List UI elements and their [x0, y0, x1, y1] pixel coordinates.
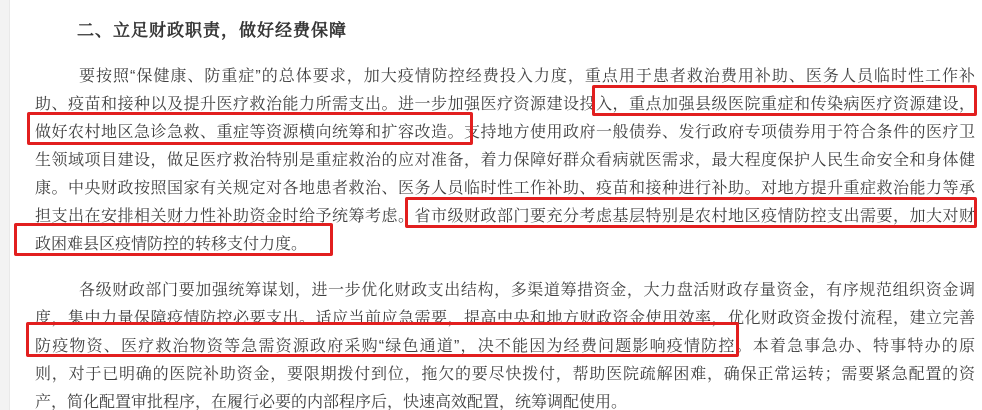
text-line: 产，简化配置审批程序，在履行必要的内部程序后，快速高效配置，统筹调配使用。	[35, 394, 628, 410]
section-heading: 二、立足财政职责，做好经费保障	[77, 21, 347, 40]
text-line: 要按照“保健康、防重症”的总体要求，加大疫情防控经费投入力度，重点用于患者救治费用补助、医务人员临时性工作补	[79, 68, 975, 85]
text-line: 则，对于已明确的医院补助资金，要限期拨付到位，拖欠的要尽快拨付，帮助医院疏解困难，确保正常运转；需要紧急配置的资	[35, 366, 975, 383]
text-line: 各级财政部门要加强统筹谋划，进一步优化财政支出结构，多渠道筹措资金，大力盘活财政存量资金，有序规范组织资金调	[79, 282, 975, 299]
text-line: 防疫物资、医疗救治物资等急需资源政府采购“绿色通道”，决不能因为经费问题影响疫情防控。本着急事急办、特事特办的原	[35, 338, 975, 355]
text-line: 政困难县区疫情防控的转移支付力度。	[35, 236, 308, 253]
text-line: 做好农村地区急诊急救、重症等资源横向统筹和扩容改造。支持地方使用政府一般债券、发行政府专项债券用于符合条件的医疗卫	[35, 124, 975, 141]
paragraph	[35, 63, 975, 259]
paragraph	[35, 277, 975, 410]
text-line: 助、疫苗和接种以及提升医疗救治能力所需支出。进一步加强医疗资源建设投入，重点加强县级医院重症和传染病医疗资源建设，	[35, 96, 975, 113]
text-line: 康。中央财政按照国家有关规定对各地患者救治、医务人员临时性工作补助、疫苗和接种进行补助。对地方提升重症救治能力等承	[35, 180, 975, 197]
text-line: 度，集中力量保障疫情防控必要支出。适应当前应急需要，提高中央和地方财政资金使用效率，优化财政资金拨付流程，建立完善	[35, 310, 975, 327]
text-line: 担支出在安排相关财力性补助资金时给予统筹考虑。省市级财政部门要充分考虑基层特别是农村地区疫情防控支出需要，加大对财	[35, 208, 975, 225]
page-left-gutter	[0, 0, 10, 410]
document-body	[35, 17, 975, 410]
paragraphs-container	[35, 63, 975, 410]
text-line: 生领域项目建设，做足医疗救治特别是重症救治的应对准备，着力保障好群众看病就医需求，最大程度保护人民生命安全和身体健	[35, 152, 975, 169]
